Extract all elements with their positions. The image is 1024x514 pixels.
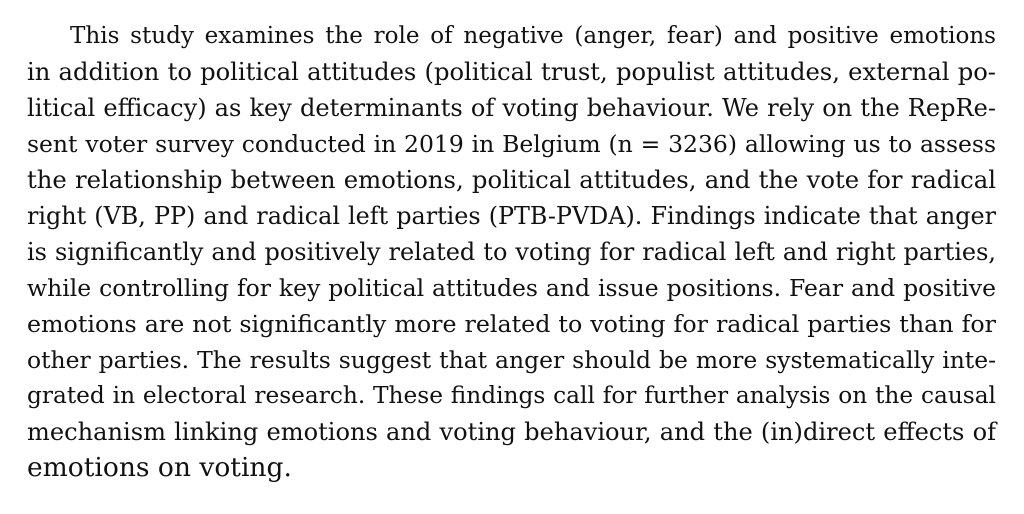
abstract-line: litical efficacy) as key determinants of voting behaviour. We rely on the RepRe- bbox=[27, 94, 996, 122]
abstract-line: mechanism linking emotions and voting behaviour, and the (in)direct effects of bbox=[27, 418, 996, 446]
abstract-line: This study examines the role of negative (anger, fear) and positive emotions bbox=[70, 23, 996, 49]
abstract-line: while controlling for key political attitudes and issue positions. Fear and positive bbox=[27, 274, 996, 302]
abstract-line: in addition to political attitudes (political trust, populist attitudes, external po- bbox=[27, 58, 996, 86]
abstract-paragraph bbox=[27, 18, 996, 486]
abstract-line: right (VB, PP) and radical left parties (PTB-PVDA). Findings indicate that anger bbox=[27, 202, 996, 230]
abstract-line: emotions on voting. bbox=[27, 452, 292, 483]
abstract-line: grated in electoral research. These findings call for further analysis on the causal bbox=[27, 382, 996, 409]
abstract-line: is significantly and positively related to voting for radical left and right parties, bbox=[27, 238, 996, 266]
abstract-line: other parties. The results suggest that anger should be more systematically inte- bbox=[27, 346, 996, 374]
abstract-line: the relationship between emotions, political attitudes, and the vote for radical bbox=[27, 165, 996, 194]
abstract-line: emotions are not significantly more related to voting for radical parties than for bbox=[27, 310, 996, 338]
abstract-line: sent voter survey conducted in 2019 in Belgium (n = 3236) allowing us to assess bbox=[27, 130, 996, 158]
